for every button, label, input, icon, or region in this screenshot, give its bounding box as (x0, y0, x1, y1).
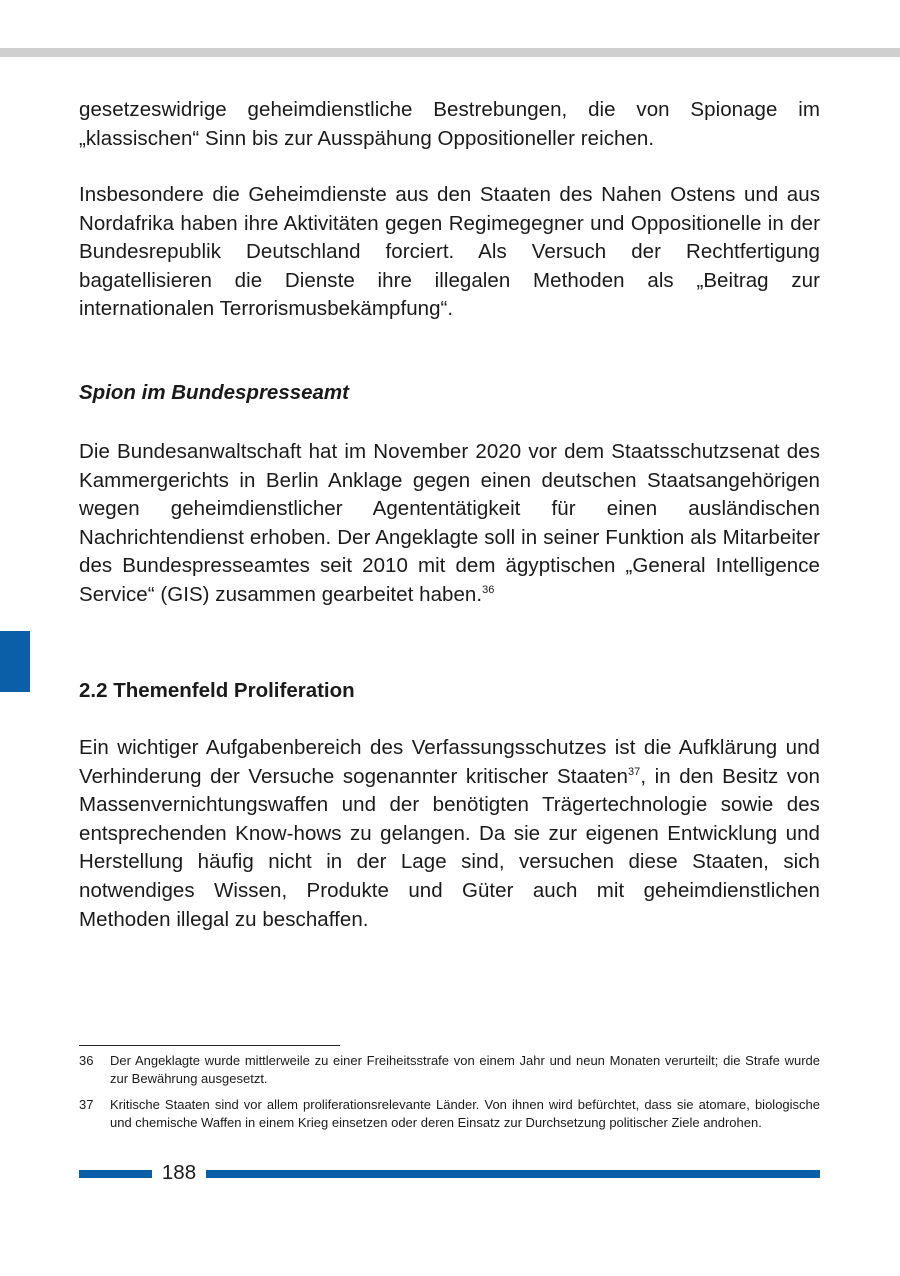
footnote-item (79, 1052, 820, 1088)
page-number: 188 (161, 1161, 197, 1184)
paragraph-4-text-a: Ein wichtiger Aufgabenbereich des Verfassungsschutzes ist die Aufklärung und Verhinderung der Versuche sogenannter kritischer Staaten (79, 736, 820, 788)
footnotes (79, 1052, 820, 1140)
footer-bar-right (206, 1170, 820, 1178)
footnote-number: 36 (79, 1053, 94, 1068)
body-paragraph-1: gesetzeswidrige geheimdienstliche Bestrebungen, die von Spionage im „klassischen“ Sinn bis zur Ausspähung Oppositioneller reichen. (79, 98, 820, 150)
body-paragraph-4 (79, 734, 820, 934)
footnote-ref-37: 37 (628, 765, 641, 778)
chapter-marker-tab (0, 631, 30, 692)
footnote-divider (79, 1045, 340, 1046)
footer-bar-left (79, 1170, 152, 1178)
footnote-item (79, 1096, 820, 1132)
paragraph-3-text: Die Bundesanwaltschaft hat im November 2020 vor dem Staatsschutzsenat des Kammergerichts in Berlin Anklage gegen einen deutschen Staatsangehörigen wegen geheimdienstlicher Agententätigkeit für einen ausländischen Nachrichtendienst erhoben. Der Angeklagte soll in seiner Funktion als Mitarbeiter des Bundespresseamtes seit 2010 mit dem ägyptischen „General Intelligence Service“ (GIS) zusammen gearbeitet haben. (79, 440, 820, 606)
body-paragraph-2: Insbesondere die Geheimdienste aus den Staaten des Nahen Ostens und aus Nordafrika haben ihre Aktivitäten gegen Regimegegner und Oppositionelle in der Bundesrepublik Deutschland forciert. Als Versuch der Rechtfertigung bagatellisieren die Dienste ihre illegalen Methoden als „Beitrag zur internationalen Terrorismusbekämpfung“. (79, 183, 820, 321)
footnote-text: Kritische Staaten sind vor allem proliferationsrelevante Länder. Von ihnen wird befürchtet, dass sie atomare, biologische und chemische Waffen in einem Krieg einsetzen oder deren Einsatz zur Durchsetzung politischer Ziele androhen. (110, 1097, 820, 1130)
paragraph-4-text-b: , in den Besitz von Massenvernichtungswaffen und der benötigten Trägertechnologie sowie des entsprechenden Know-hows zu gelangen. Da sie zur eigenen Entwicklung und Herstellung häufig nicht in der Lage sind, versuchen diese Staaten, sich notwendiges Wissen, Produkte und Güter auch mit geheimdienstlichen Methoden illegal zu beschaffen. (79, 764, 821, 931)
footnote-number: 37 (79, 1097, 94, 1112)
footnote-ref-36: 36 (482, 584, 495, 597)
subheading-spion: Spion im Bundespresseamt (79, 381, 349, 404)
section-heading: 2.2 Themenfeld Proliferation (79, 679, 355, 702)
top-divider (0, 48, 900, 57)
footnote-text: Der Angeklagte wurde mittlerweile zu einer Freiheitsstrafe von einem Jahr und neun Monaten verurteilt; die Strafe wurde zur Bewährung ausgesetzt. (110, 1053, 820, 1086)
body-paragraph-3 (79, 438, 820, 610)
